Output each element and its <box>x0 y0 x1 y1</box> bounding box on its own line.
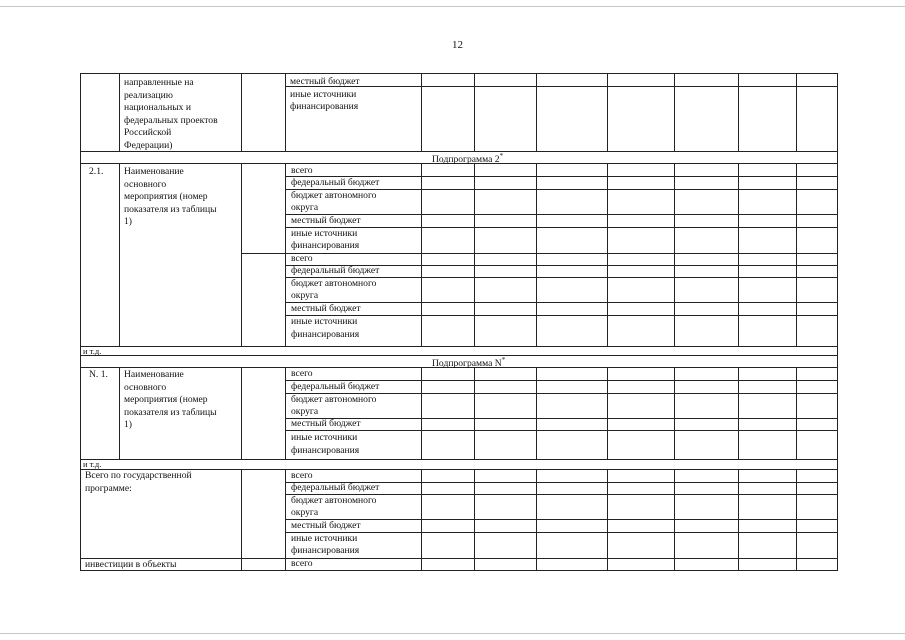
col-event-line <box>241 367 242 459</box>
scan-edge-bottom <box>0 633 905 634</box>
row-line <box>285 86 838 87</box>
etc-row-label: и т.д. <box>83 459 102 469</box>
subprogram-n-heading: Подпрограмма N* <box>432 356 506 370</box>
row-line <box>285 214 838 215</box>
source-okrug-line1: бюджет автономного <box>291 190 377 201</box>
table-border-top <box>80 73 838 74</box>
row-line <box>80 469 838 470</box>
event-name-2-1: Наименование основного мероприятия (номер показателя из таблицы 1) <box>124 166 217 227</box>
row-line <box>285 532 838 533</box>
page-number: 12 <box>452 39 463 51</box>
col-value-line <box>738 163 739 346</box>
source-local-budget: местный бюджет <box>290 76 360 87</box>
source-other-line1: иные источники <box>291 533 358 544</box>
source-other-line1: иные источники <box>290 89 357 100</box>
col-executor-line <box>285 469 286 571</box>
source-local: местный бюджет <box>291 303 361 314</box>
source-total: всего <box>291 253 313 264</box>
col-value-line <box>674 163 675 346</box>
col-value-line <box>536 73 537 151</box>
col-event-line <box>241 163 242 346</box>
row-line <box>285 302 838 303</box>
source-other-line2: финансирования <box>290 101 359 112</box>
table-border-right <box>837 73 838 571</box>
source-local: местный бюджет <box>291 520 361 531</box>
scan-edge-top <box>0 6 905 7</box>
source-federal: федеральный бюджет <box>291 177 380 188</box>
table-border-bottom <box>80 570 838 571</box>
col-value-line <box>474 163 475 346</box>
source-other-line2: финансирования <box>291 240 360 251</box>
row-line <box>241 253 838 254</box>
source-local: местный бюджет <box>291 418 361 429</box>
source-okrug-line2: округа <box>291 202 319 213</box>
col-value-line <box>536 163 537 346</box>
row-line <box>80 459 838 460</box>
row-line <box>285 418 838 419</box>
col-value-line <box>674 73 675 151</box>
source-federal: федеральный бюджет <box>291 482 380 493</box>
col-value-line <box>607 469 608 571</box>
source-okrug-line2: округа <box>291 290 319 301</box>
col-value-line <box>607 73 608 151</box>
row-line <box>285 227 838 228</box>
source-other-line2: финансирования <box>291 329 360 340</box>
subprogram-2-heading: Подпрограмма 2* <box>432 152 504 166</box>
col-value-line <box>796 73 797 151</box>
row-line <box>80 346 838 347</box>
source-other-line1: иные источники <box>291 316 358 327</box>
event-cell-text: направленные на реализацию национальных и федеральных проектов Российской Федерации) <box>124 77 218 151</box>
col-value-line <box>796 163 797 346</box>
col-source-line <box>421 163 422 346</box>
col-value-line <box>738 73 739 151</box>
source-okrug-line1: бюджет автономного <box>291 278 377 289</box>
col-value-line <box>796 469 797 571</box>
source-federal: федеральный бюджет <box>291 381 380 392</box>
total-program-label: Всего по государственной программе: <box>85 470 192 494</box>
source-other-line2: финансирования <box>291 545 360 556</box>
investments-label: инвестиции в объекты <box>85 559 177 570</box>
table-border-left <box>80 73 81 571</box>
row-line <box>285 315 838 316</box>
source-local: местный бюджет <box>291 215 361 226</box>
source-okrug-line1: бюджет автономного <box>291 495 377 506</box>
row-number-n-1: N. 1. <box>89 369 108 380</box>
source-total: всего <box>291 368 313 379</box>
row-line <box>285 519 838 520</box>
row-line <box>80 558 838 559</box>
col-number-line <box>119 73 120 151</box>
source-other-line1: иные источники <box>291 228 358 239</box>
source-total: всего <box>291 558 313 569</box>
source-other-line1: иные источники <box>291 432 358 443</box>
col-source-line <box>421 73 422 151</box>
col-source-line <box>421 469 422 571</box>
source-total: всего <box>291 165 313 176</box>
col-value-line <box>607 163 608 346</box>
financing-table <box>80 73 838 571</box>
source-federal: федеральный бюджет <box>291 265 380 276</box>
col-event-line <box>241 73 242 151</box>
row-number-2-1: 2.1. <box>89 166 104 177</box>
col-value-line <box>674 469 675 571</box>
col-executor-line <box>285 73 286 151</box>
source-okrug-line2: округа <box>291 406 319 417</box>
col-value-line <box>536 469 537 571</box>
col-value-line <box>474 469 475 571</box>
col-value-line <box>738 469 739 571</box>
col-executor-line <box>285 163 286 346</box>
event-name-n-1: Наименование основного мероприятия (номер показателя из таблицы 1) <box>124 369 217 430</box>
source-other-line2: финансирования <box>291 445 360 456</box>
col-event-line <box>241 469 242 571</box>
etc-row-label: и т.д. <box>83 346 102 356</box>
source-okrug-line1: бюджет автономного <box>291 394 377 405</box>
source-okrug-line2: округа <box>291 507 319 518</box>
source-total: всего <box>291 470 313 481</box>
col-value-line <box>474 73 475 151</box>
col-number-line <box>119 367 120 459</box>
col-number-line <box>119 163 120 346</box>
row-line <box>285 430 838 431</box>
